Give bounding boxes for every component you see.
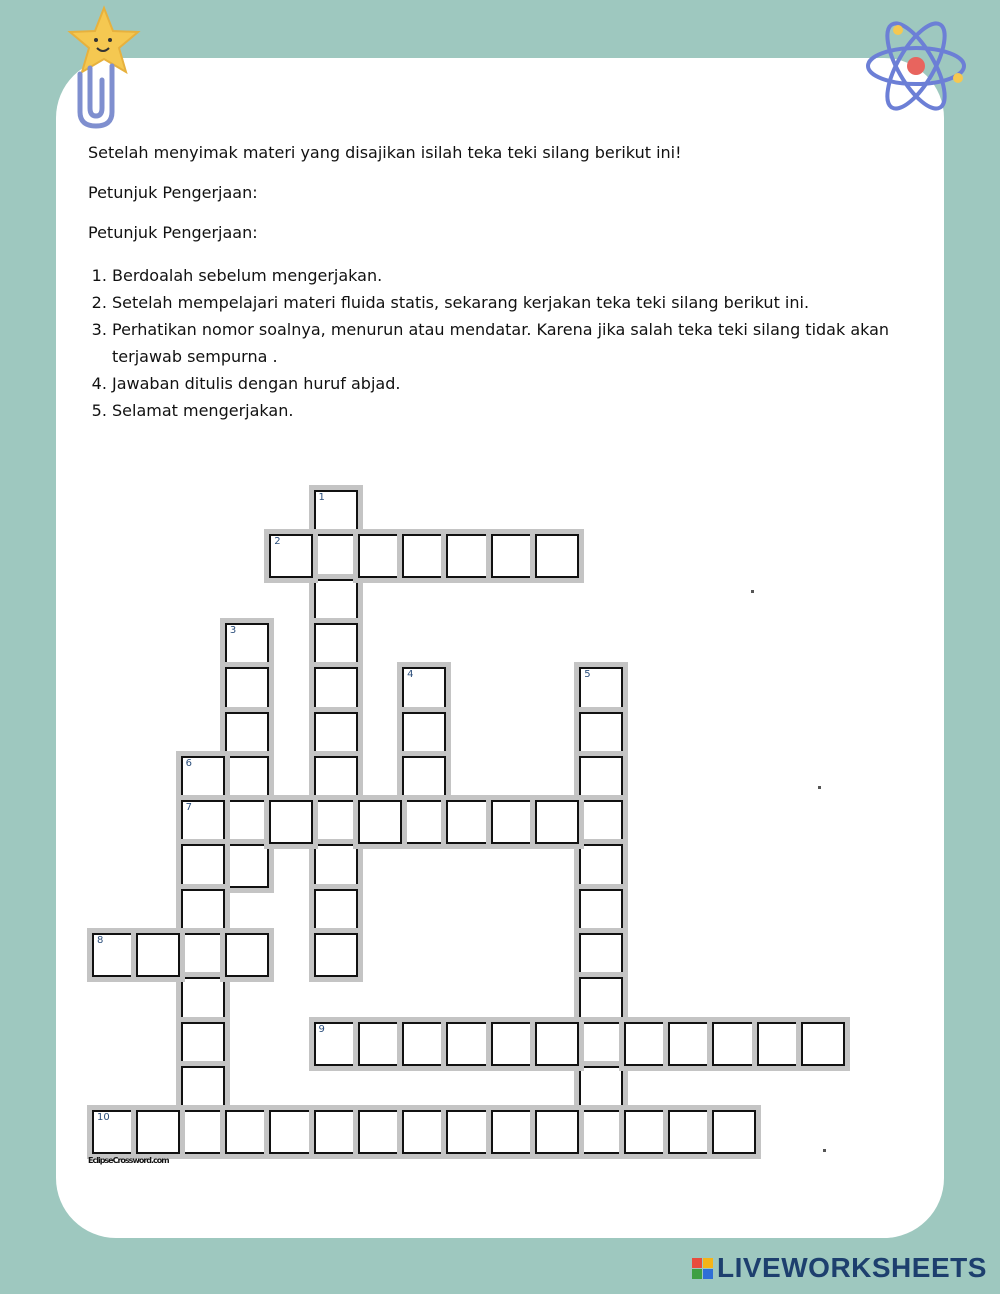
brand-logo [692,1252,987,1284]
intro-text: Setelah menyimak materi yang disajikan isilah teka teki silang berikut ini! [88,143,682,162]
crossword-cell[interactable] [181,1022,225,1066]
crossword-cell[interactable] [579,667,623,711]
crossword-cell[interactable] [535,534,579,578]
crossword-cell[interactable] [579,756,623,800]
crossword-cell[interactable] [491,1110,535,1154]
crossword-cell[interactable] [225,844,269,888]
crossword-cell[interactable] [181,800,225,844]
crossword-cell[interactable] [314,579,358,623]
instruction-item: 4. Jawaban ditulis dengan huruf abjad. [112,370,948,397]
clue-number: 10 [97,1112,110,1124]
clue-number: 6 [185,757,192,769]
crossword-cell[interactable] [535,1110,579,1154]
crossword-cell[interactable] [624,1110,668,1154]
crossword-cell[interactable] [446,1110,490,1154]
crossword-cell[interactable] [712,1110,756,1154]
crossword-cell[interactable] [314,800,358,844]
crossword-cell[interactable] [801,1022,845,1066]
crossword-cell[interactable] [181,1066,225,1110]
crossword-cell[interactable] [402,667,446,711]
crossword-cell[interactable] [579,933,623,977]
crossword-cell[interactable] [181,889,225,933]
crossword-cell[interactable] [136,933,180,977]
liveworksheets-icon [692,1258,713,1279]
crossword-cell[interactable] [181,756,225,800]
crossword-cell[interactable] [225,800,269,844]
crossword-cell[interactable] [402,712,446,756]
crossword-cell[interactable] [446,1022,490,1066]
crossword-cell[interactable] [358,534,402,578]
instruction-item: 5. Selamat mengerjakan. [112,397,948,424]
crossword-cell[interactable] [181,844,225,888]
crossword-cell[interactable] [314,1110,358,1154]
crossword-cell[interactable] [402,1110,446,1154]
crossword-cell[interactable] [402,756,446,800]
clue-number: 1 [318,492,325,503]
crossword-cell[interactable] [668,1022,712,1066]
instructions-heading: Petunjuk Pengerjaan: [88,183,258,202]
crossword-cell[interactable] [579,1066,623,1110]
crossword-cell[interactable] [269,1110,313,1154]
brand-name: LIVEWORKSHEETS [717,1252,987,1283]
crossword-cell[interactable] [181,977,225,1021]
clue-number: 2 [274,536,281,548]
clue-number: 8 [97,935,104,946]
crossword-cell[interactable] [314,534,358,578]
instruction-item: 2. Setelah mempelajari materi fluida statis, sekarang kerjakan teka teki silang berikut ini. [112,289,948,316]
crossword-cell[interactable] [712,1022,756,1066]
crossword-cell[interactable] [579,844,623,888]
crossword-cell[interactable] [136,1110,180,1154]
instruction-item: 3. Perhatikan nomor soalnya, menurun atau mendatar. Karena jika salah teka teki silang tidak akan terjawab sempurna . [112,316,948,370]
logo-tile [703,1258,713,1268]
crossword-cell[interactable] [225,667,269,711]
crossword-cell[interactable] [181,1110,225,1154]
crossword-cell[interactable] [358,1110,402,1154]
crossword-cell[interactable] [225,933,269,977]
crossword-cell[interactable] [92,1110,136,1154]
clue-number: 9 [318,1023,325,1035]
crossword-cell[interactable] [314,1022,358,1066]
crossword-cell[interactable] [402,800,446,844]
marker-dot [818,786,821,789]
crossword-cell[interactable] [579,1110,623,1154]
instruction-item: 1. Berdoalah sebelum mengerjakan. [112,262,948,289]
clue-number: 4 [407,669,414,681]
crossword-cell[interactable] [535,1022,579,1066]
crossword-cell[interactable] [535,800,579,844]
crossword-cell[interactable] [579,977,623,1021]
crossword-cell[interactable] [358,1022,402,1066]
crossword-cell[interactable] [314,756,358,800]
crossword-cell[interactable] [269,800,313,844]
crossword-cell[interactable] [314,933,358,977]
crossword-cell[interactable] [579,1022,623,1066]
crossword-cell[interactable] [225,623,269,667]
crossword-cell[interactable] [181,933,225,977]
crossword-cell[interactable] [668,1110,712,1154]
crossword-cell[interactable] [491,800,535,844]
logo-tile [692,1269,702,1279]
crossword-cell[interactable] [314,889,358,933]
crossword-cell[interactable] [579,889,623,933]
crossword-cell[interactable] [314,667,358,711]
crossword-cell[interactable] [579,712,623,756]
crossword-cell[interactable] [269,534,313,578]
crossword-cell[interactable] [225,1110,269,1154]
crossword-cell[interactable] [491,1022,535,1066]
crossword-cell[interactable] [314,712,358,756]
logo-tile [703,1269,713,1279]
crossword-cell[interactable] [446,534,490,578]
crossword-cell[interactable] [92,933,136,977]
marker-dot [751,590,754,593]
crossword-cell[interactable] [757,1022,801,1066]
crossword-cell[interactable] [402,1022,446,1066]
instructions-heading: Petunjuk Pengerjaan: [88,223,258,242]
crossword-cell[interactable] [314,844,358,888]
clue-number: 3 [229,624,237,636]
crossword-cell[interactable] [225,756,269,800]
clue-number: 7 [185,802,192,814]
crossword-cell[interactable] [624,1022,668,1066]
crossword-cell[interactable] [491,534,535,578]
crossword-cell[interactable] [358,800,402,844]
crossword-cell[interactable] [314,490,358,534]
logo-tile [692,1258,702,1268]
crossword-cell[interactable] [225,712,269,756]
credit-text: EclipseCrossword.com [88,1156,169,1165]
crossword-cell[interactable] [579,800,623,844]
crossword-cell[interactable] [314,623,358,667]
crossword-cell[interactable] [402,534,446,578]
crossword-cell[interactable] [446,800,490,844]
clue-number: 5 [584,669,591,681]
marker-dot [823,1149,826,1152]
